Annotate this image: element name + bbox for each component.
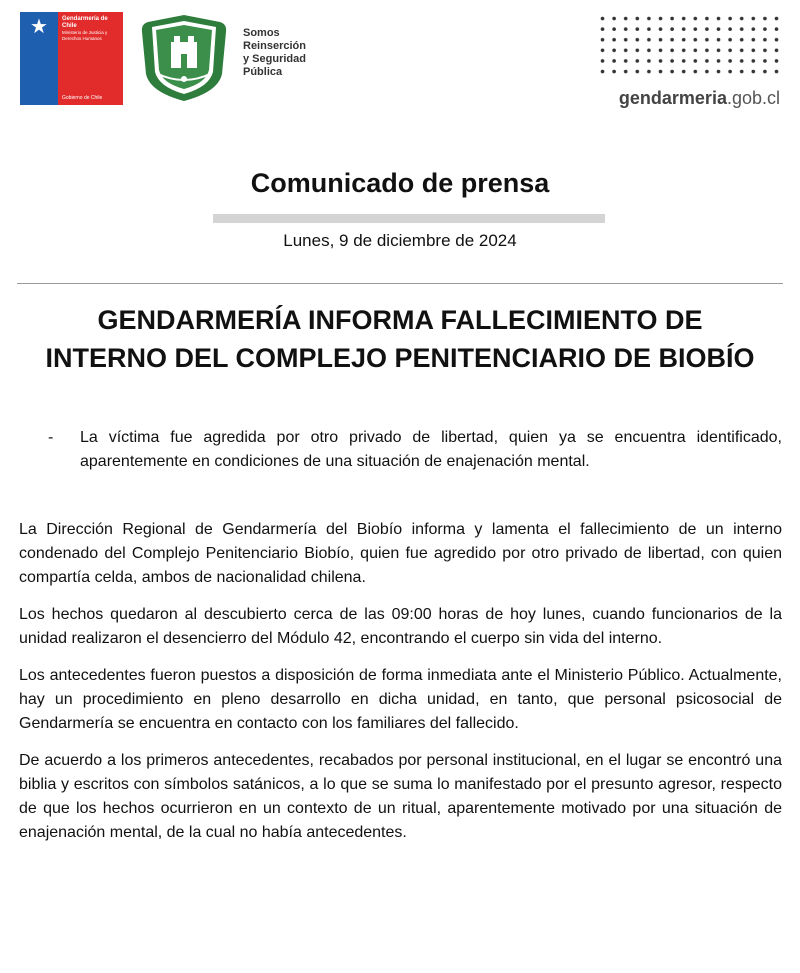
logo-government-name: Gobierno de Chile xyxy=(62,95,103,101)
dot-grid-decoration xyxy=(600,16,780,80)
gobierno-de-chile-logo xyxy=(20,12,123,105)
page-header xyxy=(0,0,800,120)
bullet-item: - La víctima fue agredida por otro privado de libertad, quien ya se encuentra identificado, aparentemente en condiciones de una situación de enajenación mental. xyxy=(48,429,782,470)
press-release-body xyxy=(19,518,782,858)
gendarmeria-seal-icon xyxy=(138,12,230,104)
summary-bullets xyxy=(48,426,782,474)
headline: GENDARMERÍA INFORMA FALLECIMIENTO DE INTERNO DEL COMPLEJO PENITENCIARIO DE BIOBÍO xyxy=(45,305,755,373)
body-paragraph: Los hechos quedaron al descubierto cerca de las 09:00 horas de hoy lunes, cuando funcionarios de la unidad realizaron el desencierro del Módulo 42, encontrando el cuerpo sin vida del interno. xyxy=(19,606,782,647)
star-icon: ★ xyxy=(30,16,48,38)
logo-institution-name: Gendarmería de Chile xyxy=(62,16,108,29)
body-paragraph: La Dirección Regional de Gendarmería del Biobío informa y lamenta el fallecimiento de un interno condenado del Complejo Penitenciario Biobío, quien fue agredido por otro privado de libertad, con quien compartía celda, ambos de nacionalidad chilena. xyxy=(19,521,782,586)
logo-ministry-name: Ministerio de Justicia y Derechos Humanos xyxy=(62,30,108,41)
body-paragraph: De acuerdo a los primeros antecedentes, recabados por personal institucional, en el lugar se encontró una biblia y escritos con símbolos satánicos, a lo que se suma lo manifestado por el presunto agresor, respecto de que los hechos ocurrieron en un contexto de un ritual, aparentemente motivado por una situación de enajenación mental, de la cual no había antecedentes. xyxy=(19,752,782,841)
document-title: Comunicado de prensa xyxy=(250,168,550,198)
institutional-motto: Somos Reinserción y Seguridad Pública xyxy=(243,27,306,78)
body-paragraph: Los antecedentes fueron puestos a disposición de forma inmediata ante el Ministerio Público. Actualmente, hay un procedimiento en pleno desarrollo en dicha unidad, en tanto, que personal psicosocial de Gendarmería se encuentra en contacto con los familiares del fallecido. xyxy=(19,667,782,732)
website-label: gendarmeria.gob.cl xyxy=(618,88,780,108)
document-date: Lunes, 9 de diciembre de 2024 xyxy=(283,231,517,250)
title-underline xyxy=(213,214,605,223)
divider xyxy=(17,283,783,284)
